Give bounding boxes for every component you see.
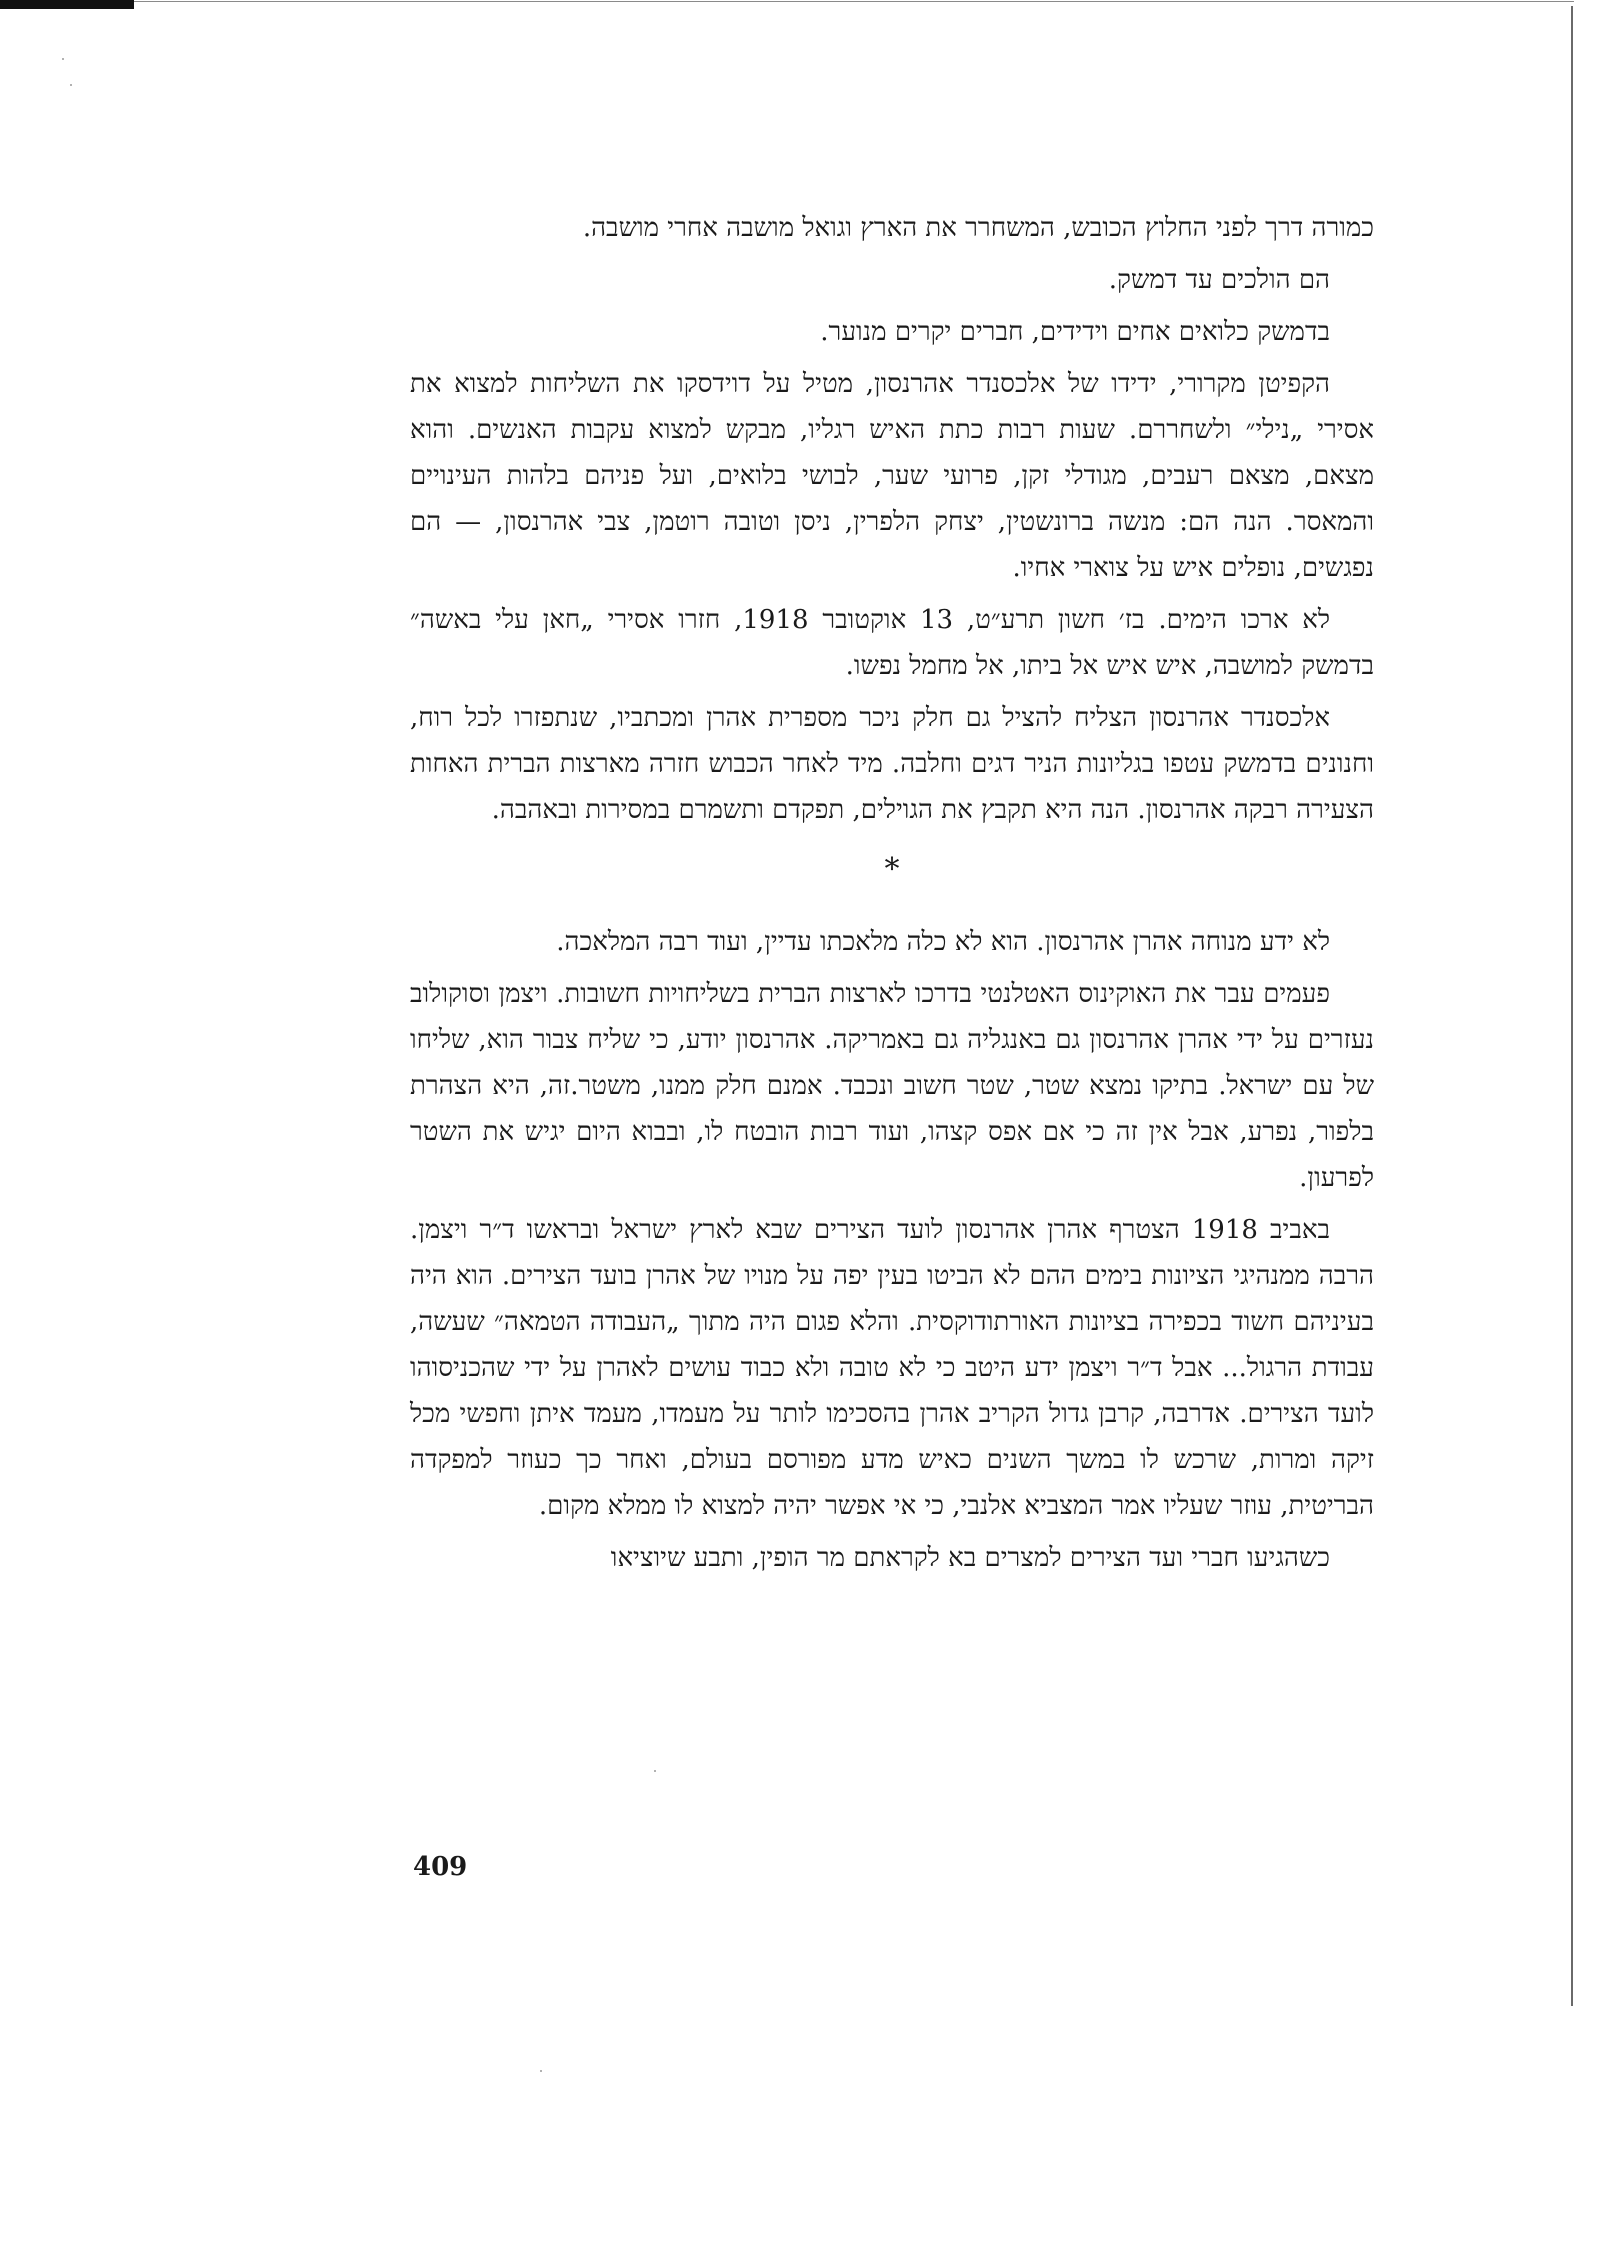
- paragraph: לא ארכו הימים. בז׳ חשון תרע״ט, 13 אוקטובר 1918, חזרו אסירי „חאן עלי באשה״ בדמשק למושבה, איש איש אל ביתו, אל מחמל נפשו.: [410, 605, 1374, 681]
- book-page: [410, 205, 1374, 1587]
- paragraph: פעמים עבר את האוקינוס האטלנטי בדרכו לארצות הברית בשליחויות חשובות. ויצמן וסוקולוב נעזרים על ידי אהרן אהרנסון גם באנגליה גם באמריקה. אהרנסון יודע, כי שליח צבור הוא, שליחו של עם ישראל. בתיקו נמצא שטר, שטר חשוב ונכבד. אמנם חלק ממנו, משטר.זה, היא הצהרת בלפור, נפרע, אבל אין זה כי אם אפס קצהו, ועוד רבות הובטח לו, ובבוא היום יגיש את השטר לפרעון.: [410, 979, 1374, 1193]
- paragraph: הם הולכים עד דמשק.: [1108, 265, 1330, 295]
- scan-speck: [62, 58, 64, 60]
- paragraph: לא ידע מנוחה אהרן אהרנסון. הוא לא כלה מלאכתו עדיין, ועוד רבה המלאכה.: [556, 927, 1330, 957]
- paragraph: באביב 1918 הצטרף אהרן אהרנסון לועד הצירים שבא לארץ ישראל ובראשו ד״ר ויצמן. הרבה ממנהיגי הציונות בימים ההם לא הביטו בעין יפה על מנויו של אהרן בועד הצירים. הוא היה בעיניהם חשוד בכפירה בציונות האורתודוקסית. והלא פגום היה מתוך „העבודה הטמאה״ שעשה, עבודת הרגול... אבל ד״ר ויצמן ידע היטב כי לא טובה ולא כבוד עושים לאהרן על ידי שהכניסוהו לועד הצירים. אדרבה, קרבן גדול הקריב אהרן בהסכימו לותר על מעמדו, מעמד איתן וחפשי מכל זיקה ומרות, שרכש לו במשך השנים כאיש מדע מפורסם בעולם, ואחר כך כעוזר למפקדה הבריטית, עוזר שעליו אמר המצביא אלנבי, כי אי אפשר יהיה למצוא לו ממלא מקום.: [410, 1215, 1374, 1521]
- paragraph: כמורה דרך לפני החלוץ הכובש, המשחרר את הארץ וגואל מושבה אחרי מושבה.: [582, 213, 1374, 243]
- paragraph: בדמשק כלואים אחים וידידים, חברים יקרים מנוער.: [820, 317, 1330, 347]
- section-separator-asterisk: *: [884, 852, 900, 887]
- scan-speck: [654, 1770, 656, 1772]
- paragraph: אלכסנדר אהרנסון הצליח להציל גם חלק ניכר מספרית אהרן ומכתביו, שנתפזרו לכל רוח, וחנונים בדמשק עטפו בגליונות הניר דגים וחלבה. מיד לאחר הכבוש חזרה מארצות הברית האחות הצעירה רבקה אהרנסון. הנה היא תקבץ את הגוילים, תפקדם ותשמרם במסירות ובאהבה.: [410, 703, 1374, 825]
- body-text-bottom: [410, 919, 1374, 1581]
- scan-edge-right: [1571, 6, 1573, 2006]
- page-number: 409: [413, 1852, 468, 1882]
- body-text-top: [410, 205, 1374, 833]
- paragraph: הקפיטן מקרורי, ידידו של אלכסנדר אהרנסון, מטיל על דוידסקו את השליחות למצוא את אסירי „נילי״ ולשחררם. שעות רבות כתת האיש רגליו, מבקש למצוא עקבות האנשים. והוא מצאם, מצאם רעבים, מגודלי זקן, פרועי שער, לבושי בלואים, ועל פניהם בלהות העינויים והמאסר. הנה הם: מנשה ברונשטין, יצחק הלפרין, ניסן וטובה רוטמן, צבי אהרנסון, — הם נפגשים, נופלים איש על צוארי אחיו.: [410, 369, 1374, 583]
- paragraph: כשהגיעו חברי ועד הצירים למצרים בא לקראתם מר הופין, ותבע שיוציאו: [610, 1543, 1330, 1573]
- scan-speck: [540, 2070, 542, 2072]
- scan-border-top-left: [0, 0, 134, 9]
- scan-speck: [70, 84, 72, 86]
- scan-edge-top: [134, 1, 1574, 2]
